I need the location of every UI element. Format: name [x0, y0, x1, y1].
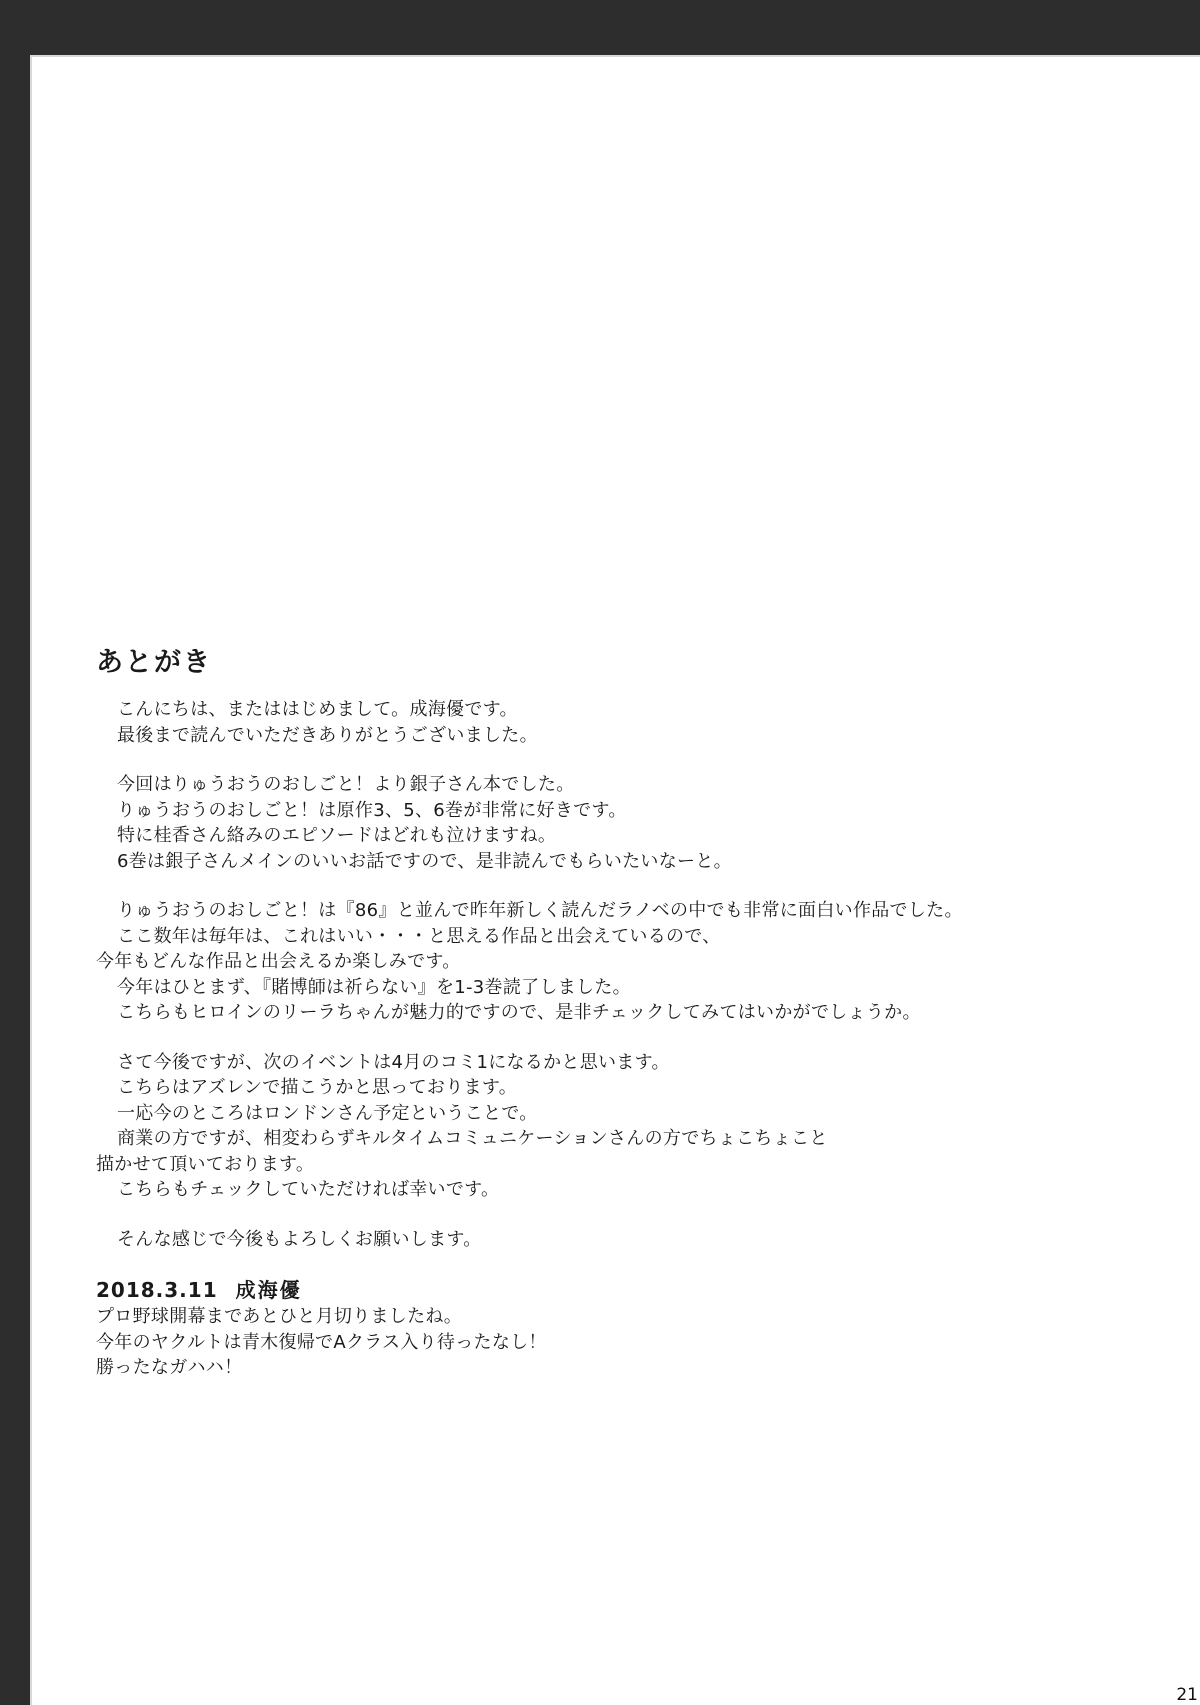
postscript-line: プロ野球開幕まであとひと月切りましたね。 [96, 1306, 462, 1327]
paragraph [96, 772, 1096, 874]
text-line: 最後まで読んでいただきありがとうございました。 [117, 724, 538, 746]
paragraph [96, 1227, 1096, 1253]
signature-author: 成海優 [235, 1278, 302, 1302]
document-page [30, 55, 1200, 1705]
afterword-title: あとがき [96, 647, 212, 678]
text-line: こちらはアズレンで描こうかと思っております。 [117, 1077, 517, 1098]
text-line: りゅうおうのおしごと！は『86』と並んで昨年新しく読んだラノベの中でも非常に面白い作品でした。 [117, 900, 963, 921]
page-number: 21 [1176, 1685, 1198, 1705]
postscript-line: 今年のヤクルトは青木復帰でAクラス入り待ったなし！ [96, 1331, 547, 1353]
text-line: りゅうおうのおしごと！は原作3、5、6巻が非常に好きです。 [117, 799, 627, 821]
text-line: 今年もどんな作品と出会えるか楽しみです。 [96, 951, 461, 972]
postscript-line: 勝ったなガハハ！ [96, 1357, 243, 1378]
text-line: こんにちは、またははじめまして。成海優です。 [117, 699, 518, 720]
afterword-body [96, 697, 1096, 1252]
text-line: 商業の方ですが、相変わらずキルタイムコミュニケーションさんの方でちょこちょこと [117, 1128, 828, 1149]
text-line: 今回はりゅうおうのおしごと！より銀子さん本でした。 [117, 774, 575, 795]
paragraph [96, 697, 1096, 748]
signature [96, 1276, 1096, 1304]
text-line: 描かせて頂いております。 [96, 1153, 315, 1175]
text-line: 一応今のところはロンドンさん予定ということで。 [117, 1102, 538, 1124]
paragraph [96, 1050, 1096, 1203]
afterword-section [96, 643, 1096, 1381]
text-line: こちらもチェックしていただければ幸いです。 [117, 1179, 500, 1200]
postscript [96, 1304, 1096, 1381]
text-line: 今年はひとまず、『賭博師は祈らない』を1-3巻読了しました。 [117, 976, 631, 998]
text-line: ここ数年は毎年は、これはいい・・・と思える作品と出会えているので、 [117, 925, 721, 947]
text-line: こちらもヒロインのリーラちゃんが魅力的ですので、是非チェックしてみてはいかがでしょうか。 [117, 1002, 921, 1023]
paragraph [96, 898, 1096, 1026]
text-line: そんな感じで今後もよろしくお願いします。 [117, 1228, 482, 1250]
text-line: さて今後ですが、次のイベントは4月のコミ1になるかと思います。 [117, 1051, 670, 1073]
text-line: 6巻は銀子さんメインのいいお話ですので、是非読んでもらいたいなーと。 [117, 850, 732, 872]
signature-date: 2018.3.11 [96, 1278, 218, 1302]
text-line: 特に桂香さん絡みのエピソードはどれも泣けますね。 [117, 825, 557, 846]
